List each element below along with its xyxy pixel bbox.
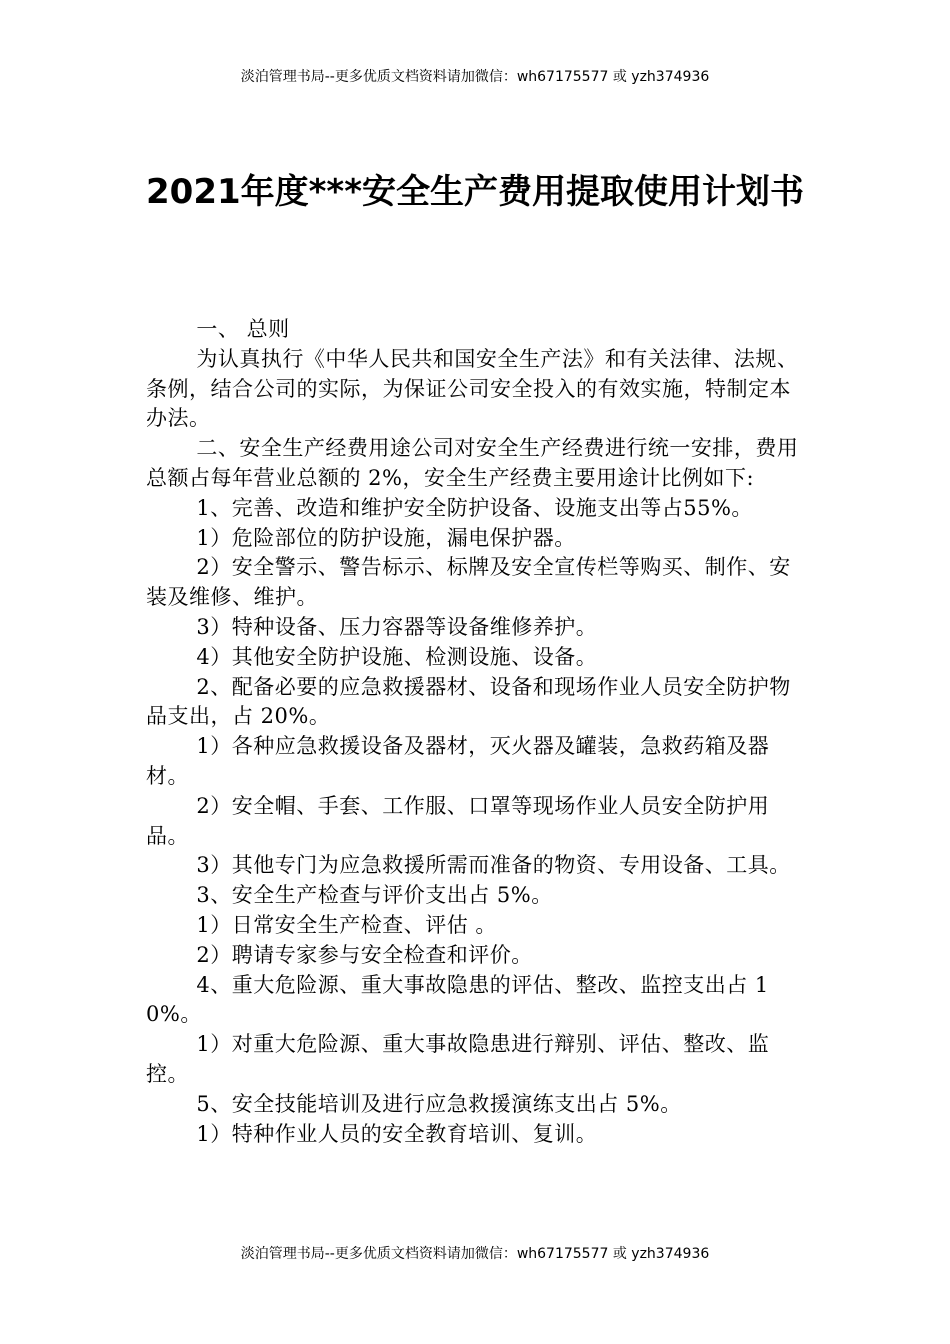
page-footer: 淡泊管理书局--更多优质文档资料请加微信：wh67175577 或 yzh374936: [240, 1246, 710, 1262]
paragraph: 2）聘请专家参与安全检查和评价。: [196, 942, 533, 967]
paragraph: 1）各种应急救援设备及器材，灭火器及罐装，急救药箱及器材。: [146, 734, 770, 788]
document-title: 2021年度***安全生产费用提取使用计划书: [146, 172, 804, 212]
paragraph: 1）危险部位的防护设施，漏电保护器。: [196, 525, 576, 550]
paragraph: 为认真执行《中华人民共和国安全生产法》和有关法律、法规、条例，结合公司的实际，为保证公司安全投入的有效实施，特制定本办法。: [146, 346, 799, 431]
paragraph: 3）其他专门为应急救援所需而准备的物资、专用设备、工具。: [196, 853, 791, 878]
paragraph: 一、 总则: [196, 317, 290, 341]
paragraph: 4）其他安全防护设施、检测设施、设备。: [196, 644, 598, 669]
paragraph: 1）对重大危险源、重大事故隐患进行辩别、评估、整改、监控。: [146, 1032, 770, 1086]
paragraph: 1）特种作业人员的安全教育培训、复训。: [196, 1121, 598, 1146]
document-body: [146, 315, 810, 1149]
paragraph: 2）安全警示、警告标示、标牌及安全宣传栏等购买、制作、安装及维修、维护。: [146, 555, 791, 610]
paragraph: 1、完善、改造和维护安全防护设备、设施支出等占55%。: [196, 495, 753, 520]
paragraph: 2、配备必要的应急救援器材、设备和现场作业人员安全防护物品支出，占 20%。: [146, 674, 791, 729]
paragraph: 2）安全帽、手套、工作服、口罩等现场作业人员安全防护用品。: [146, 793, 770, 848]
paragraph: 3）特种设备、压力容器等设备维修养护。: [196, 614, 598, 639]
paragraph: 4、重大危险源、重大事故隐患的评估、整改、监控支出占 10%。: [146, 972, 769, 1027]
paragraph: 二、安全生产经费用途公司对安全生产经费进行统一安排，费用总额占每年营业总额的 2%，安全生产经费主要用途计比例如下:: [146, 436, 799, 490]
paragraph: 1）日常安全生产检查、评估 。: [196, 912, 497, 937]
page-header: 淡泊管理书局--更多优质文档资料请加微信：wh67175577 或 yzh374936: [240, 69, 710, 85]
paragraph: 5、安全技能培训及进行应急救援演练支出占 5%。: [196, 1091, 682, 1116]
paragraph: 3、安全生产检查与评价支出占 5%。: [196, 883, 553, 908]
